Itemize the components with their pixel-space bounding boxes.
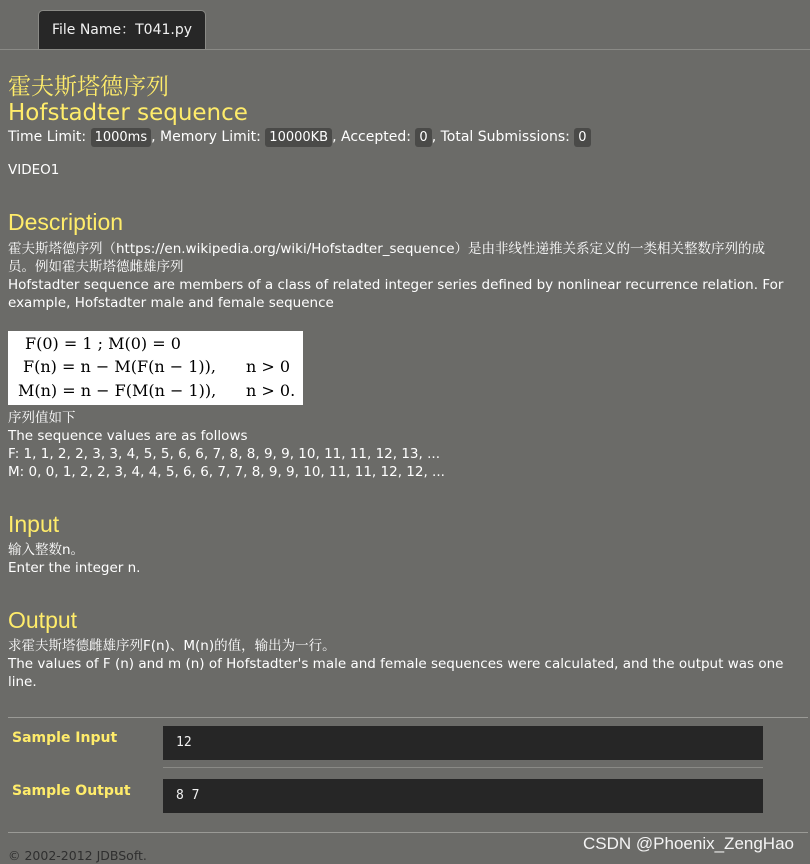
description-cn-line2: 员。例如霍夫斯塔德雌雄序列 [8,259,184,275]
output-cn: 求霍夫斯塔德雌雄序列F(n)、M(n)的值，输出为一行。 [8,638,336,654]
description-en-line1: Hofstadter sequence are members of a class of related integer series defined by nonlinear recurrence relation. For [8,277,784,293]
video-link[interactable]: VIDEO1 [8,162,60,178]
output-heading: Output [8,607,78,633]
limits-line [8,128,591,147]
formula-line-3: M(n) = n − F(M(n − 1)), [18,381,217,400]
sample-input-label: Sample Input [12,730,118,746]
formula-line-3-condition: n > 0. [246,381,296,400]
input-heading: Input [8,511,60,537]
description-text [8,240,808,312]
input-cn: 输入整数n。 [8,542,85,558]
title-chinese: 霍夫斯塔德序列 [8,74,169,100]
input-text [8,541,140,577]
formula-line-2-condition: n > 0 [246,357,291,376]
submissions-label: , Total Submissions: [431,129,575,145]
sample-divider [163,767,763,768]
accepted-value: 0 [415,128,431,147]
description-cn-line1: 霍夫斯塔德序列（https://en.wikipedia.org/wiki/Hofstadter_sequence）是由非线性递推关系定义的一类相关整数序列的成 [8,241,766,257]
sample-input-box[interactable]: 12 [163,726,763,760]
output-text [8,637,808,691]
submissions-value: 0 [574,128,590,147]
description-en-line2: example, Hofstadter male and female sequence [8,295,334,311]
description-heading: Description [8,209,124,235]
watermark: CSDN @Phoenix_ZengHao [583,834,794,853]
memory-limit-label: , Memory Limit: [151,129,266,145]
formula-line-1: F(0) = 1 ; M(0) = 0 [25,334,181,353]
file-tab[interactable]: File Name：T041.py [38,10,206,49]
footer-copyright: © 2002-2012 JDBSoft. [8,848,147,863]
sequence-values [8,409,808,481]
formula-image [8,331,303,405]
tab-bar [0,0,810,50]
formula-line-2: F(n) = n − M(F(n − 1)), [23,357,216,376]
accepted-label: , Accepted: [332,129,416,145]
footer-divider [8,832,808,833]
values-en: The sequence values are as follows [8,428,248,444]
time-limit-value: 1000ms [91,128,152,147]
sample-output-box[interactable]: 8 7 [163,779,763,813]
f-values: F: 1, 1, 2, 2, 3, 3, 4, 5, 5, 6, 6, 7, 8, 8, 9, 9, 10, 11, 11, 12, 13, ... [8,446,440,462]
values-cn: 序列值如下 [8,410,76,426]
input-en: Enter the integer n. [8,560,141,576]
m-values: M: 0, 0, 1, 2, 2, 3, 4, 4, 5, 6, 6, 7, 7, 8, 9, 9, 10, 11, 11, 12, 12, ... [8,464,445,480]
sample-output-label: Sample Output [12,783,131,799]
output-en-line1: The values of F (n) and m (n) of Hofstadter's male and female sequences were calculated, and the output was one [8,656,784,672]
title-english: Hofstadter sequence [8,100,248,126]
output-en-line2: line. [8,674,37,690]
formula-svg [8,331,303,405]
memory-limit-value: 10000KB [265,128,332,147]
divider [8,717,808,718]
time-limit-label: Time Limit: [8,129,91,145]
